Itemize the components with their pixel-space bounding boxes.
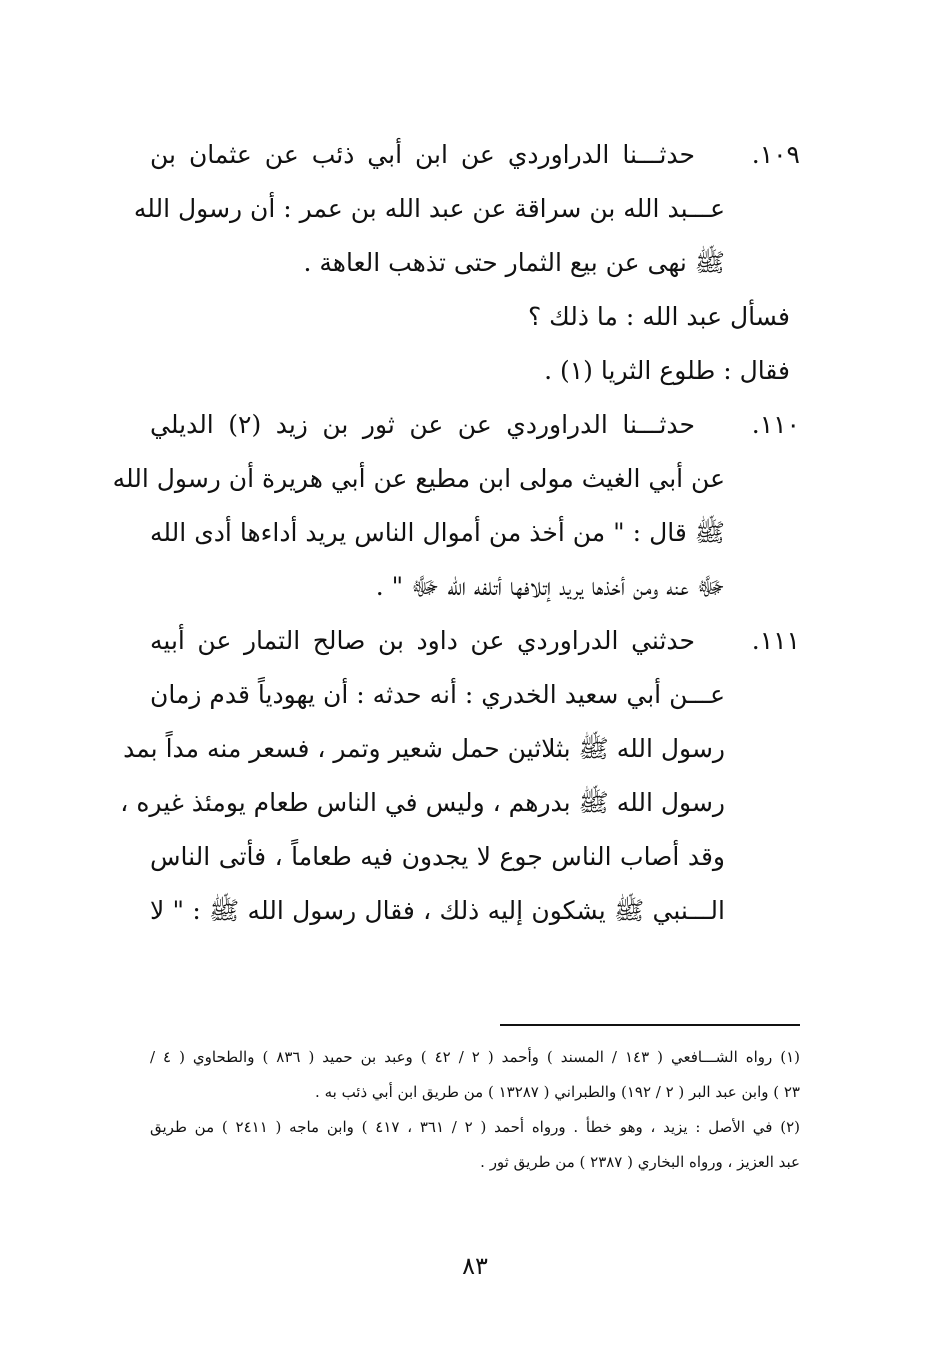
- hadith-111: [120, 614, 800, 938]
- footnote-line: عبد العزيز ، ورواه البخاري ( ٢٣٨٧ ) من طريق ثور .: [480, 1153, 800, 1171]
- hadith-first-line: [150, 614, 800, 668]
- hadith-text: حدثـــنا الدراوردي عن عن ثور بن زيد (٢) الديلي: [150, 410, 695, 439]
- hadith-109: [133, 128, 800, 398]
- footnote-separator: [500, 1024, 800, 1026]
- hadith-number: ١٠٩.: [751, 140, 800, 169]
- main-text: [112, 128, 800, 938]
- hadith-line: عـــن أبي سعيد الخدري : أنه حدثه : أن يهودياً قدم زمان: [150, 680, 725, 709]
- hadith-line: ﷻ عنه ومن أخذها يريد إتلافها أتلفه الله ﷻ " .: [375, 572, 725, 601]
- hadith-number: ١١١.: [751, 626, 800, 655]
- hadith-line: ﷺ قال : " من أخذ من أموال الناس يريد أداءها أدى الله: [150, 518, 725, 547]
- hadith-line: وقد أصاب الناس جوع لا يجدون فيه طعاماً ، فأتى الناس: [150, 842, 725, 871]
- hadith-line: فقال : طلوع الثريا (١) .: [544, 356, 790, 385]
- footnote-line: ٢٣ ) وابن عبد البر ( ٢ / ١٩٢) والطبراني ( ١٣٢٨٧ ) من طريق ابن أبي ذئب به .: [315, 1083, 800, 1101]
- footnote-line: (١) رواه الشـــافعي ( ١٤٣ / المسند ) وأحمد ( ٢ / ٤٢ ) وعبد بن حميد ( ٨٣٦ ) والطحاوي ( ٤ /: [150, 1048, 800, 1066]
- footnotes: [150, 1040, 800, 1180]
- hadith-110: [112, 398, 800, 614]
- hadith-line: الـــنبي ﷺ يشكون إليه ذلك ، فقال رسول الله ﷺ : " لا: [150, 896, 725, 925]
- hadith-first-line: [150, 128, 800, 182]
- page-number: ٨٣: [462, 1252, 488, 1280]
- hadith-line: عن أبي الغيث مولى ابن مطيع عن أبي هريرة أن رسول الله: [112, 464, 725, 493]
- hadith-line: رسول الله ﷺ بدرهم ، وليس في الناس طعام يومئذ غيره ،: [120, 788, 725, 817]
- hadith-line: فسأل عبد الله : ما ذلك ؟: [527, 302, 790, 331]
- hadith-number: ١١٠.: [751, 410, 800, 439]
- hadith-line: رسول الله ﷺ بثلاثين حمل شعير وتمر ، فسعر منه مداً بمد: [123, 734, 725, 763]
- footnote-line: (٢) في الأصل : يزيد ، وهو خطأ . ورواه أحمد ( ٢ / ٣٦١ ، ٤١٧ ) وابن ماجه ( ٢٤١١ ) من طريق: [150, 1118, 801, 1136]
- hadith-first-line: [150, 398, 800, 452]
- hadith-line: عـــبد الله بن سراقة عن عبد الله بن عمر : أن رسول الله: [133, 194, 725, 223]
- hadith-text: حدثـــنا الدراوردي عن ابن أبي ذئب عن عثمان بن: [150, 140, 695, 169]
- hadith-text: حدثني الدراوردي عن داود بن صالح التمار عن أبيه: [150, 626, 695, 655]
- hadith-line: ﷺ نهى عن بيع الثمار حتى تذهب العاهة .: [303, 248, 725, 277]
